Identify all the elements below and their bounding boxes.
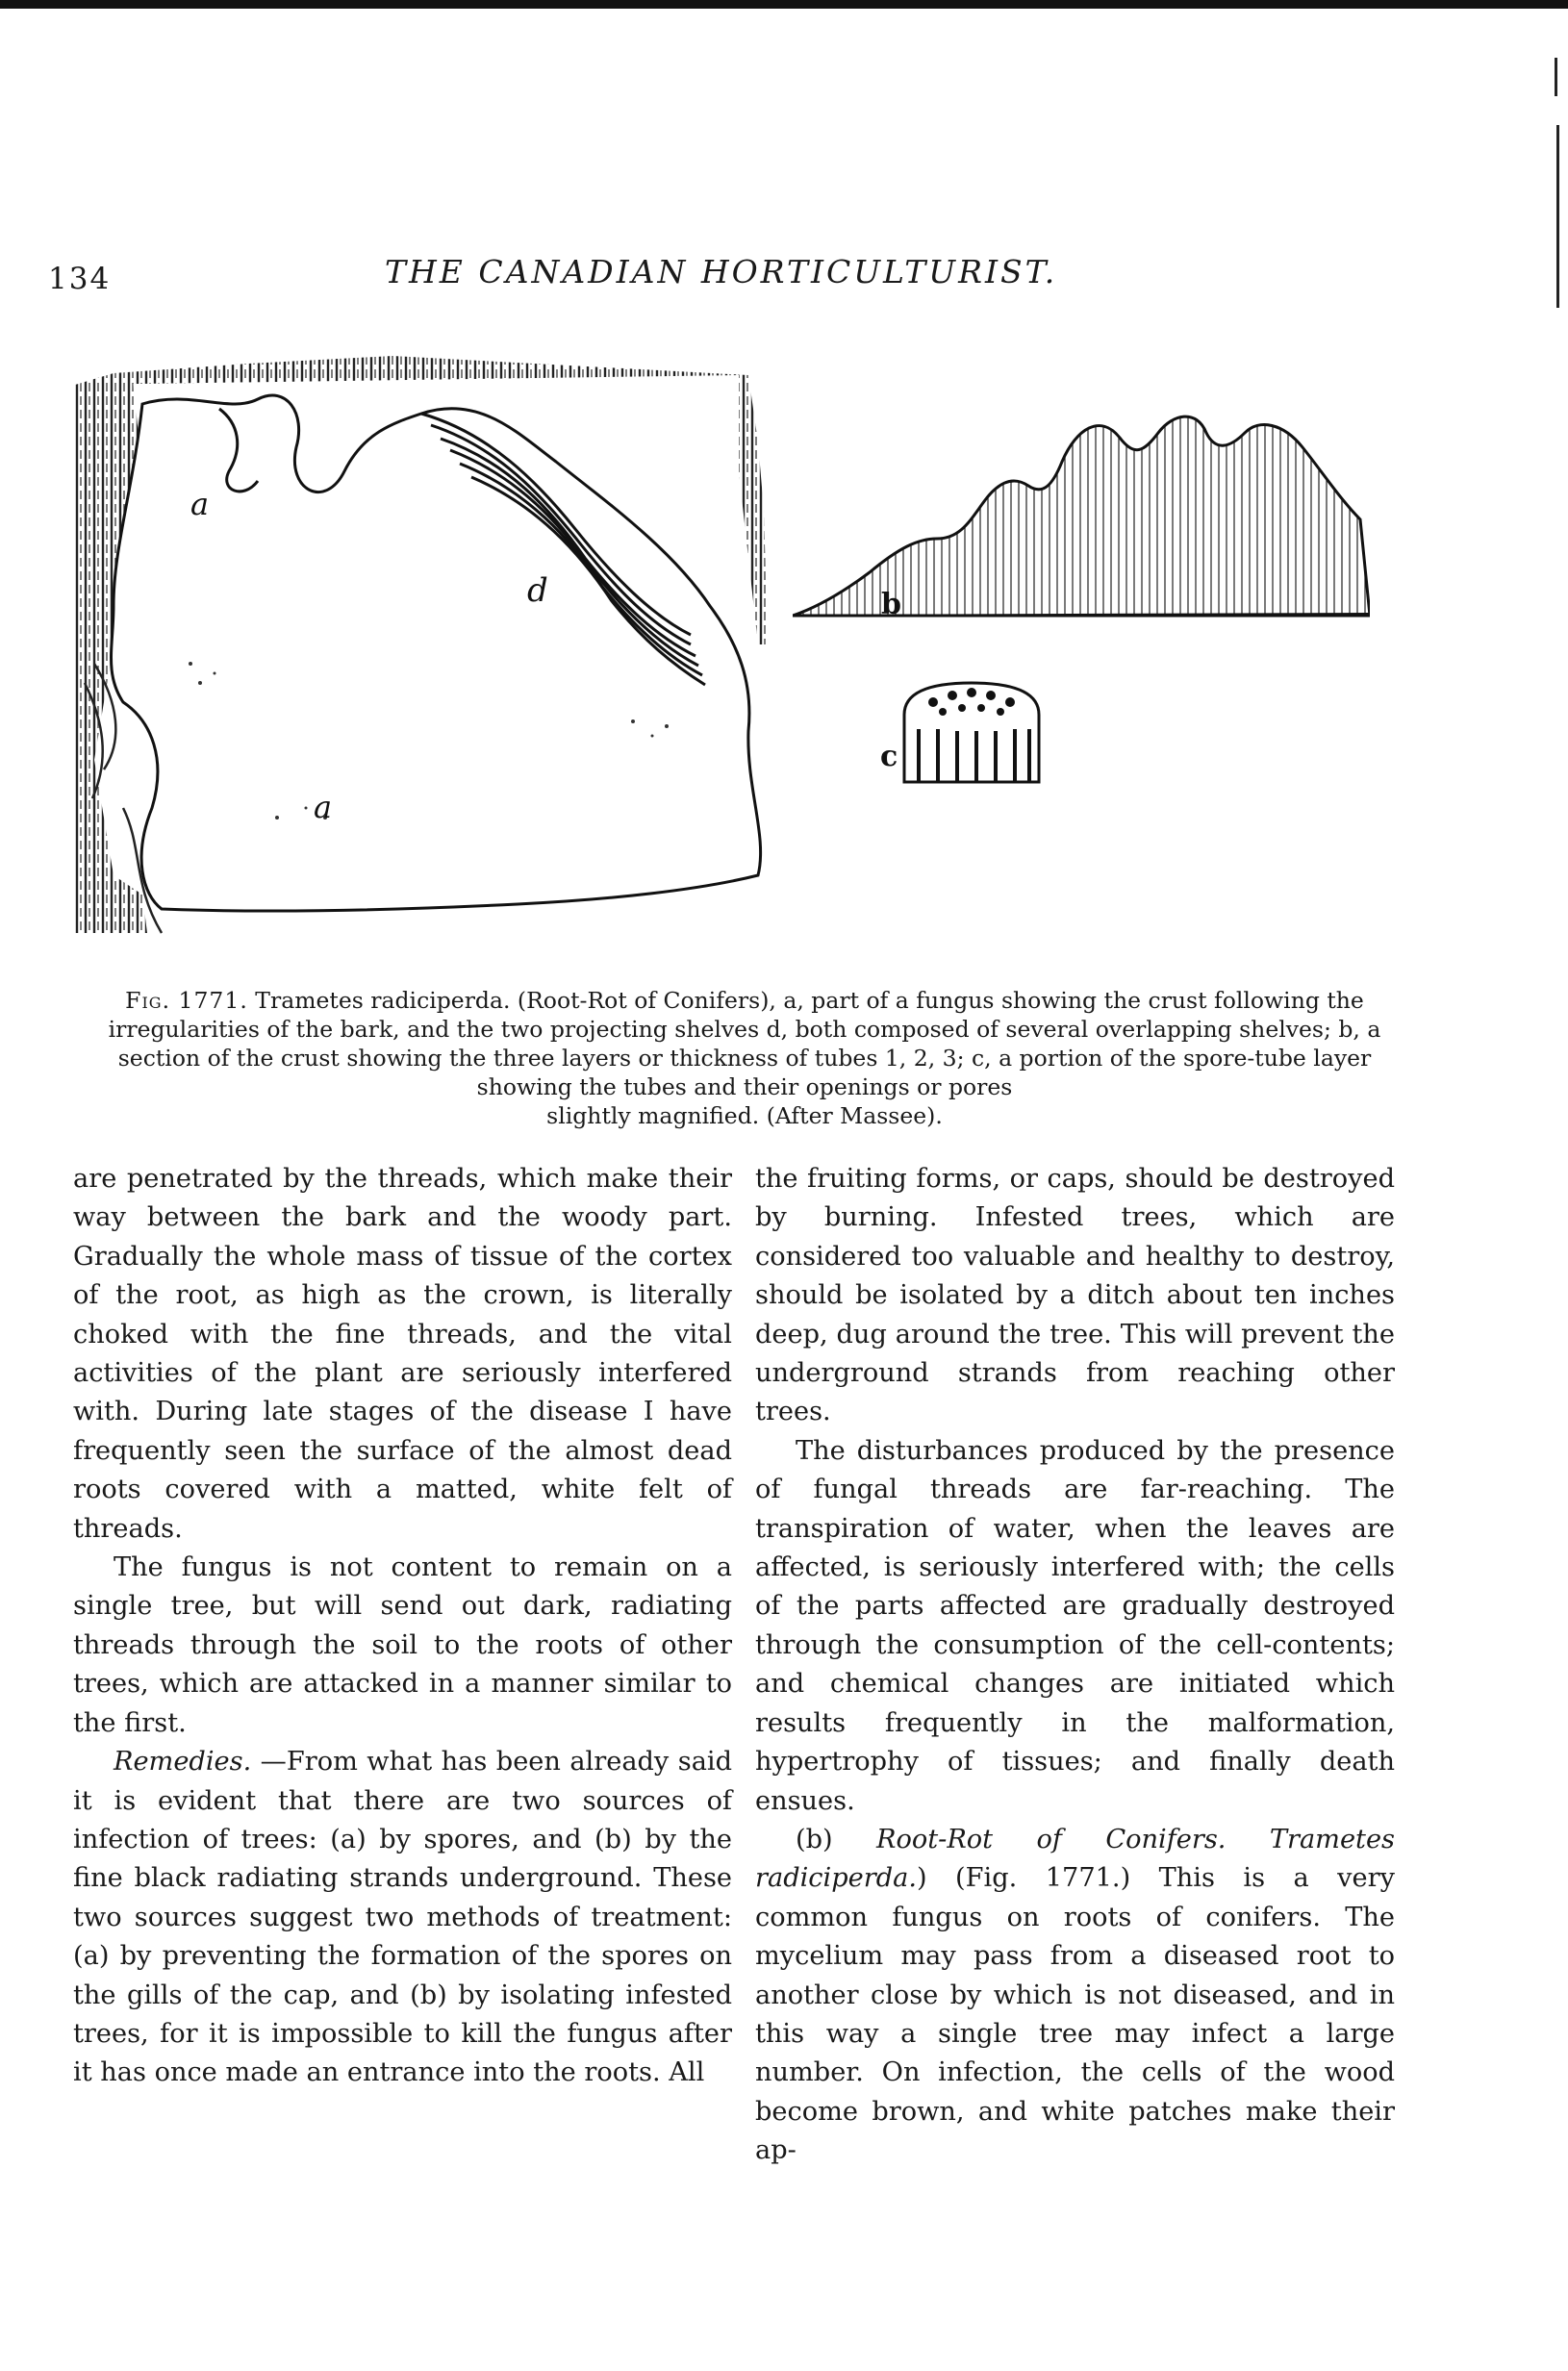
section-heading-root-rot: Root-Rot of Conifers. Trametes radiciperda. [755, 1824, 1395, 1894]
figure-label-a: a [190, 486, 210, 522]
paragraph-lead: (b) [796, 1824, 877, 1854]
paragraph: are penetrated by the threads, which make their way between the bark and the woody part. Gradually the whole mass of tissue of the cortex of the root, as high as the crown, is literally choked with the fine threads, and the vital activities of the plant are seriously interfered with. During late stages of the disease I have frequently seen the surface of the almost dead roots covered with a matted, white felt of threads. [73, 1164, 732, 1544]
page-header [48, 248, 1106, 296]
paragraph [755, 1821, 1395, 2171]
scan-top-border [0, 0, 1568, 9]
paragraph: the fruiting forms, or caps, should be destroyed by burning. Infested trees, which are considered too valuable and healthy to destroy, should be isolated by a ditch about ten inches deep, dug around the tree. This will prevent the underground strands from reaching other trees. [755, 1164, 1395, 1427]
paragraph: The fungus is not content to remain on a single tree, but will send out dark, radiating threads through the soil to the roots of other trees, which are attacked in a manner similar to the first. [73, 1552, 732, 1738]
journal-title: THE CANADIAN HORTICULTURIST. [385, 253, 1058, 290]
figure-label-b: b [881, 588, 901, 621]
paragraph [73, 1743, 732, 2093]
figure-spore-tube-illustration [875, 681, 1068, 787]
figure-root-fragment-illustration [75, 356, 787, 943]
paragraph: The disturbances produced by the presence of fungal threads are far-reaching. The transpiration of water, when the leaves are affected, is seriously interfered with; the cells of the parts affected are gradually destroyed through the consumption of the cell-contents; and chemical changes are initiated which results frequently in the malformation, hypertrophy of tissues; and finally death ensues. [755, 1435, 1395, 1816]
right-column [755, 1160, 1395, 2171]
figure-caption-tail: slightly magnified. (After Massee). [546, 1102, 943, 1129]
figure-number: Fig. 1771. [125, 987, 248, 1014]
figure-caption-text: Trametes radiciperda. (Root-Rot of Conifers), a, part of a fungus showing the crust following the irregularities of the bark, and the two projecting shelves d, both composed of several overlapping shelves; b, a section of the crust showing the three layers or thickness of tubes 1, 2, 3; c, a portion of the spore-tube layer showing the tubes and their openings or pores [108, 987, 1381, 1100]
figure-label-d: d [527, 571, 548, 610]
page-number: 134 [48, 262, 112, 296]
figure-label-a: a [314, 789, 333, 825]
left-column [73, 1160, 732, 2093]
paragraph-body: —From what has been already said it is evident that there are two sources of infection of trees: (a) by spores, and (b) by the fine black radiating strands underground. These two sources suggest two methods of treatment: (a) by preventing the formation of the spores on the gills of the cap, and (b) by isolating infested trees, for it is impossible to kill the fungus after it has once made an entrance into the roots. All [73, 1747, 732, 2088]
scan-edge-mark [1556, 125, 1559, 308]
scan-edge-mark [1555, 58, 1557, 96]
figure-caption [85, 986, 1404, 1130]
paragraph-body: ) (Fig. 1771.) This is a very common fungus on roots of conifers. The mycelium may pass from a diseased root to another close by which is not diseased, and in this way a single tree may infect a large number. On infection, the cells of the wood become brown, and white patches make their ap- [755, 1863, 1395, 2166]
section-heading-remedies: Remedies. [114, 1747, 252, 1778]
figure-crust-section-illustration [793, 394, 1370, 644]
figure-label-c: c [880, 740, 898, 773]
